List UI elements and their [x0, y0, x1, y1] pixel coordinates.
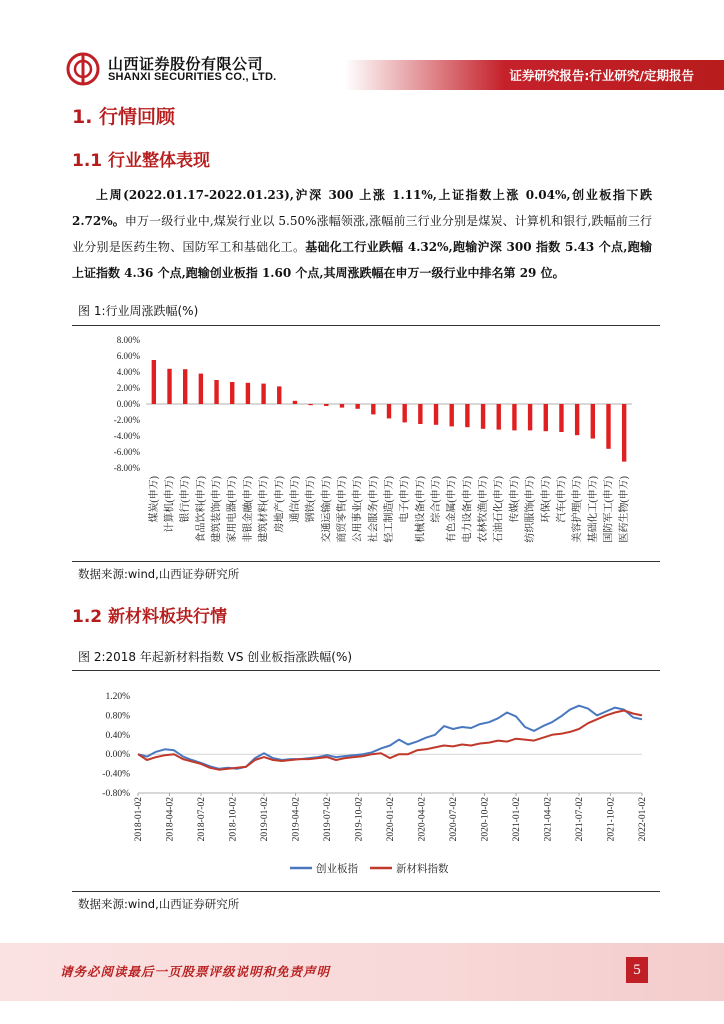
summary-sentence-1: 上周(2022.01.17-2022.01.23),沪深 300 上涨 1.11%,上证指数上涨 0.04%,创业板指下跌 2.72%。 — [72, 188, 652, 228]
bar-category-label: 医药生物(申万) — [619, 476, 631, 543]
summary-sentence-3: 基础化工行业跌幅 4.32%,跑输沪深 300 指数 5.43 个点,跑输上证指数 4.36 个点,跑输创业板指 1.60 个点,其周涨跌幅在申万一级行业中排名第 29 位。 — [72, 240, 652, 280]
bar-mark — [183, 369, 187, 404]
line-x-tick-label: 2020-04-02 — [417, 797, 428, 842]
bar-mark — [512, 404, 516, 430]
bar-category-label: 公用事业(申万) — [352, 476, 364, 543]
bar-category-label: 轻工制造(申万) — [384, 476, 395, 543]
figure-2-bottom-rule — [72, 891, 660, 892]
industry-weekly-change-bar-chart — [72, 330, 660, 560]
line-x-tick-label: 2019-10-02 — [354, 797, 365, 842]
line-x-tick-label: 2018-04-02 — [165, 797, 176, 842]
bar-mark — [434, 404, 438, 425]
bar-mark — [497, 404, 501, 430]
bar-category-label: 纺织服饰(申万) — [525, 476, 537, 543]
report-type-label: 证券研究报告:行业研究/定期报告 — [509, 68, 694, 83]
bar-category-label: 房地产(申万) — [274, 476, 286, 533]
figure-1-source: 数据来源:wind,山西证券研究所 — [78, 567, 240, 581]
company-logo-icon — [66, 52, 100, 86]
bar-mark — [152, 360, 156, 404]
summary-paragraph — [72, 182, 652, 286]
bar-category-label: 通信(申万) — [289, 476, 301, 523]
bar-y-tick-label: -6.00% — [113, 447, 140, 457]
bar-category-label: 机械设备(申万) — [415, 476, 427, 543]
bar-category-label: 美容护理(申万) — [572, 476, 584, 543]
bar-category-label: 非银金融(申万) — [242, 476, 254, 543]
figure-2-source: 数据来源:wind,山西证券研究所 — [78, 897, 240, 911]
line-x-tick-label: 2021-04-02 — [543, 797, 554, 842]
bar-category-label: 家用电器(申万) — [227, 476, 239, 543]
bar-y-tick-label: -2.00% — [113, 415, 140, 425]
bar-category-label: 电子(申万) — [399, 476, 411, 523]
bar-category-label: 环保(申万) — [540, 475, 552, 523]
bar-mark — [622, 404, 626, 462]
bar-mark — [371, 404, 375, 414]
line-x-tick-label: 2022-01-02 — [638, 797, 648, 842]
figure-1-caption: 图 1:行业周涨跌幅(%) — [78, 304, 199, 318]
bar-mark — [214, 380, 218, 404]
bar-mark — [355, 404, 359, 409]
bar-mark — [528, 404, 532, 430]
bar-mark — [277, 386, 281, 404]
line-x-tick-label: 2020-01-02 — [386, 797, 396, 842]
figure-1-bottom-rule — [72, 561, 660, 562]
bar-category-label: 国防军工(申万) — [603, 476, 615, 543]
bar-mark — [559, 404, 563, 432]
bar-category-label: 社会服务(申万) — [368, 476, 380, 543]
line-y-tick-label: 0.40% — [105, 730, 130, 741]
line-x-tick-label: 2019-04-02 — [291, 797, 302, 842]
bar-y-tick-label: -4.00% — [113, 431, 140, 441]
line-y-tick-label: -0.40% — [102, 769, 130, 780]
bar-category-label: 计算机(申万) — [164, 476, 176, 533]
bar-y-tick-label: 8.00% — [116, 335, 140, 345]
new-materials-vs-chinext-line-chart — [72, 676, 660, 890]
bar-mark — [591, 404, 595, 439]
section-title-1-2: 1.2 新材料板块行情 — [72, 607, 228, 627]
bar-mark — [387, 404, 391, 418]
line-x-tick-label: 2018-10-02 — [228, 797, 239, 842]
bar-mark — [230, 382, 234, 404]
line-y-tick-label: 0.80% — [105, 711, 130, 722]
bar-mark — [465, 404, 469, 427]
bar-y-tick-label: 6.00% — [116, 351, 140, 361]
bar-y-tick-label: 2.00% — [116, 383, 140, 393]
line-x-tick-label: 2019-01-02 — [260, 797, 270, 842]
line-x-tick-label: 2021-01-02 — [512, 797, 522, 842]
company-name-cn: 山西证券股份有限公司 — [108, 55, 264, 73]
bar-category-label: 商贸零售(申万) — [336, 476, 348, 543]
bar-y-tick-label: -8.00% — [113, 463, 140, 473]
section-title-1: 1. 行情回顾 — [72, 106, 176, 128]
bar-mark — [402, 404, 406, 422]
legend-label: 创业板指 — [316, 864, 358, 875]
bar-category-label: 综合(申万) — [431, 476, 443, 523]
section-title-1-1: 1.1 行业整体表现 — [72, 151, 211, 171]
bar-category-label: 交通运输(申万) — [321, 476, 333, 543]
bar-category-label: 农林牧渔(申万) — [478, 476, 490, 543]
bar-y-tick-label: 4.00% — [116, 367, 140, 377]
bar-category-label: 建筑装饰(申万) — [211, 476, 223, 543]
bar-mark — [418, 404, 422, 424]
bar-category-label: 银行(申万) — [180, 476, 192, 523]
bar-category-label: 钢铁(申万) — [305, 476, 317, 523]
page-number: 5 — [626, 957, 648, 983]
bar-mark — [575, 404, 579, 435]
line-y-tick-label: -0.80% — [102, 789, 130, 799]
bar-mark — [481, 404, 485, 429]
bar-category-label: 煤炭(申万) — [148, 476, 160, 523]
legend-label: 新材料指数 — [396, 864, 449, 875]
bar-category-label: 石油石化(申万) — [493, 476, 505, 543]
line-x-tick-label: 2018-01-02 — [134, 797, 144, 842]
line-series-new-materials — [138, 711, 642, 770]
bar-category-label: 传媒(申万) — [509, 476, 521, 523]
bar-mark — [261, 384, 265, 404]
line-x-tick-label: 2021-07-02 — [575, 797, 585, 842]
line-y-tick-label: 1.20% — [105, 692, 130, 702]
bar-mark — [293, 401, 297, 404]
bar-y-tick-label: 0.00% — [116, 399, 140, 409]
company-name-en: SHANXI SECURITIES CO., LTD. — [108, 71, 277, 83]
bar-category-label: 汽车(申万) — [556, 476, 568, 523]
bar-category-label: 有色金属(申万) — [446, 476, 458, 543]
line-x-tick-label: 2018-07-02 — [197, 797, 207, 842]
bar-mark — [340, 404, 344, 408]
bar-mark — [308, 404, 312, 405]
bar-mark — [199, 374, 203, 404]
bar-mark — [167, 369, 171, 404]
line-x-tick-label: 2020-10-02 — [480, 797, 491, 842]
summary-sentence-2: 申万一级行业中,煤炭行业以 5.50%涨幅领涨,涨幅前三行业分别是煤炭、计算机和银行,跌幅前三行业分别是医药生物、国防军工和基础化工。 — [72, 214, 652, 254]
bar-mark — [450, 404, 454, 426]
figure-2-top-rule — [72, 670, 660, 671]
bar-category-label: 建筑材料(申万) — [258, 476, 270, 543]
line-x-tick-label: 2019-07-02 — [323, 797, 333, 842]
figure-1-top-rule — [72, 325, 660, 326]
bar-category-label: 食品饮料(申万) — [195, 476, 207, 543]
bar-category-label: 电力设备(申万) — [462, 476, 474, 543]
bar-mark — [606, 404, 610, 449]
bar-mark — [246, 383, 250, 404]
line-x-tick-label: 2020-07-02 — [449, 797, 459, 842]
bar-category-label: 基础化工(申万) — [587, 476, 599, 543]
line-series-chinext — [138, 706, 642, 769]
bar-mark — [544, 404, 548, 431]
line-y-tick-label: 0.00% — [105, 750, 130, 761]
footer-disclaimer: 请务必阅读最后一页股票评级说明和免责声明 — [60, 964, 331, 979]
figure-2-caption: 图 2:2018 年起新材料指数 VS 创业板指涨跌幅(%) — [78, 650, 353, 664]
line-x-tick-label: 2021-10-02 — [606, 797, 617, 842]
bar-mark — [324, 404, 328, 406]
